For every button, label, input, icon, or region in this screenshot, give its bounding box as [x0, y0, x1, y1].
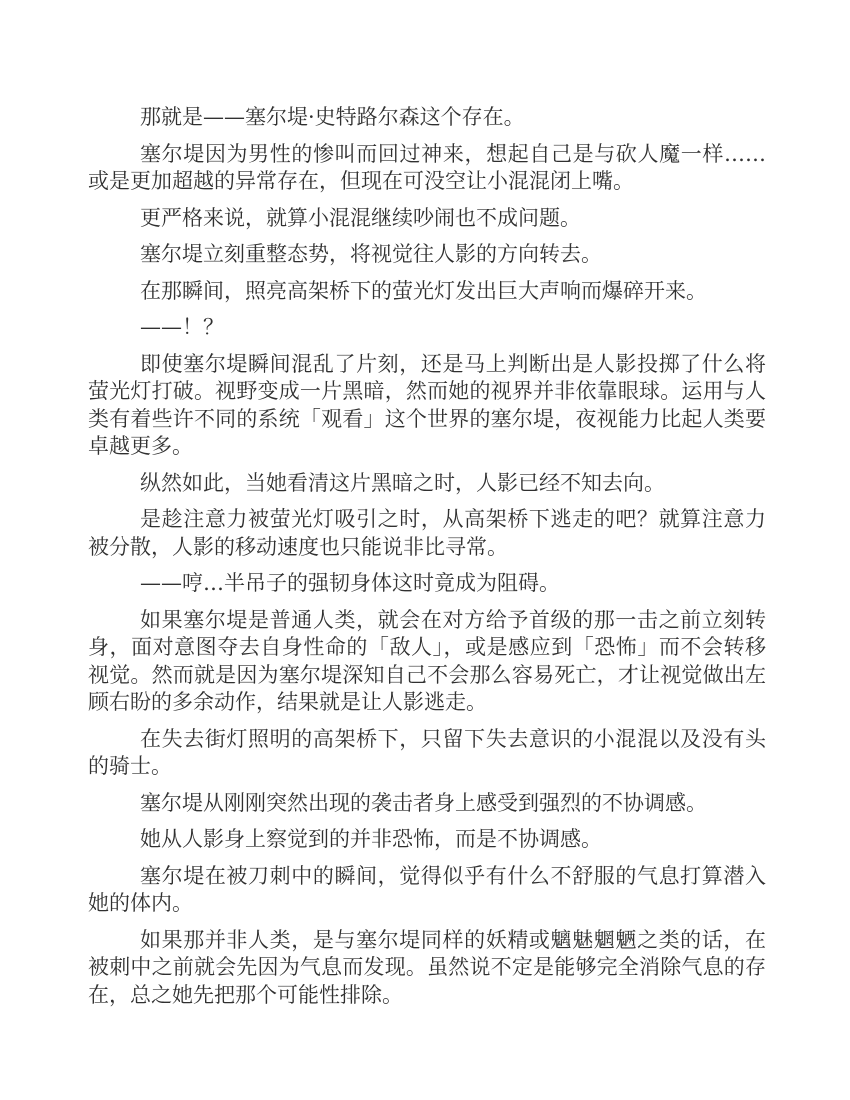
paragraph: ——哼…半吊子的强韧身体这时竟成为阻碍。 — [140, 571, 560, 595]
paragraph: 塞尔堤在被刀刺中的瞬间，觉得似乎有什么不舒服的气息打算潜入她的体内。 — [88, 863, 766, 915]
paragraph: 如果那并非人类，是与塞尔堤同样的妖精或魑魅魍魉之类的话，在被刺中之前就会先因为气息而发现。虽然说不定是能够完全消除气息的存在，总之她先把那个可能性排除。 — [88, 927, 766, 1007]
paragraph: 即使塞尔堤瞬间混乱了片刻，还是马上判断出是人影投掷了什么将萤光灯打破。视野变成一片黑暗，然而她的视界并非依靠眼球。运用与人类有着些许不同的系统「观看」这个世界的塞尔堤，夜视能力比起人类要卓越更多。 — [88, 351, 766, 458]
paragraph: 那就是——塞尔堤·史特路尔森这个存在。 — [140, 105, 525, 129]
paragraph: 在那瞬间，照亮高架桥下的萤光灯发出巨大声响而爆碎开来。 — [140, 278, 707, 303]
paragraph: 塞尔堤立刻重整态势，将视觉往人影的方向转去。 — [140, 242, 602, 266]
paragraph: 塞尔堤因为男性的惨叫而回过神来，想起自己是与砍人魔一样……或是更加超越的异常存在，但现在可没空让小混混闭上嘴。 — [88, 141, 766, 193]
paragraph: 塞尔堤从刚刚突然出现的袭击者身上感受到强烈的不协调感。 — [140, 790, 707, 815]
novel-text-block — [88, 104, 766, 1009]
paragraph: 更严格来说，就算小混混继续吵闹也不成问题。 — [140, 205, 581, 230]
paragraph: 纵然如此，当她看清这片黑暗之时，人影已经不知去向。 — [140, 470, 665, 495]
paragraph: 在失去街灯照明的高架桥下，只留下失去意识的小混混以及没有头的骑士。 — [88, 726, 766, 778]
paragraph: 她从人影身上察觉到的并非恐怖，而是不协调感。 — [140, 827, 602, 851]
paragraph: ——！？ — [140, 315, 224, 339]
paragraph: 如果塞尔堤是普通人类，就会在对方给予首级的那一击之前立刻转身，面对意图夺去自身性命的「敌人」，或是感应到「恐怖」而不会转移视觉。然而就是因为塞尔堤深知自己不会那么容易死亡，才让视觉做出左顾右盼的多余动作，结果就是让人影逃走。 — [88, 607, 766, 714]
paragraph: 是趁注意力被萤光灯吸引之时，从高架桥下逃走的吧？就算注意力被分散，人影的移动速度也只能说非比寻常。 — [88, 507, 766, 559]
